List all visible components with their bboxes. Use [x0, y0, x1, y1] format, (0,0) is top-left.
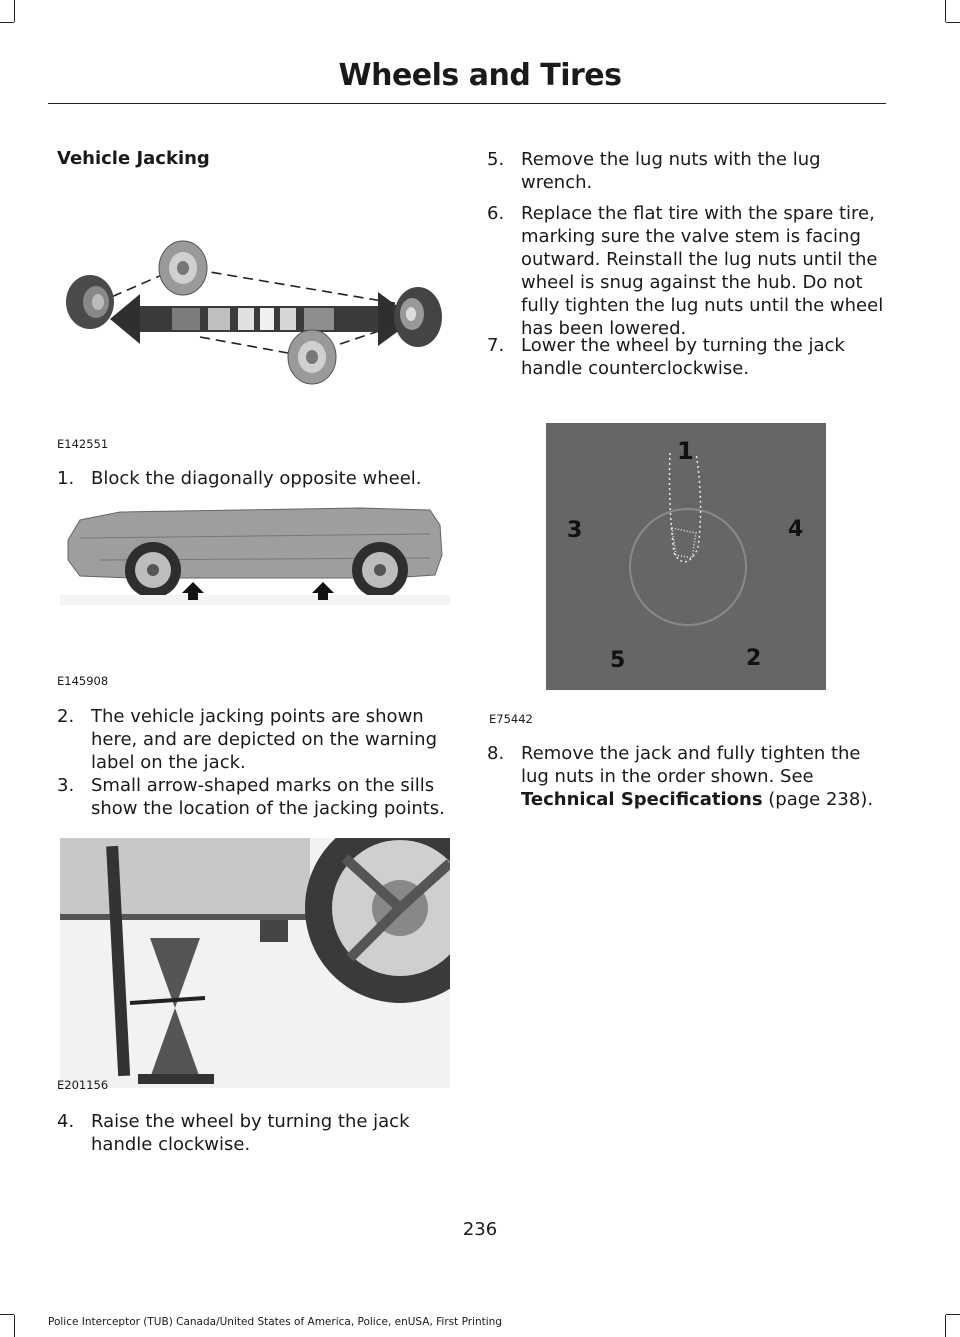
lug-label-3: 3 [567, 518, 583, 543]
page-number: 236 [462, 1219, 498, 1240]
step-7 [487, 334, 887, 380]
crop-mark [0, 1314, 14, 1315]
step-text-line: outward. Reinstall the lug nuts until the [521, 249, 878, 270]
step-number: 2. [57, 706, 75, 727]
figure-id: E145908 [57, 674, 109, 688]
page-title: Wheels and Tires [338, 58, 622, 93]
crop-mark [946, 1314, 960, 1315]
step-text-line: Lower the wheel by turning the jack [521, 335, 845, 356]
page-reference: (page 238). [762, 789, 874, 810]
crop-mark [946, 22, 960, 23]
crop-mark [14, 1315, 15, 1337]
figure-lug-nut-order [546, 423, 826, 690]
step-4 [57, 1110, 457, 1156]
step-text-line: label on the jack. [91, 752, 246, 773]
technical-specifications-link[interactable]: Technical Specifications [521, 789, 763, 810]
step-5 [487, 148, 887, 194]
step-text-line: Raise the wheel by turning the jack [91, 1111, 410, 1132]
step-text-line: wheel is snug against the hub. Do not [521, 272, 863, 293]
crop-mark [945, 1315, 946, 1337]
step-number: 4. [57, 1111, 75, 1132]
step-number: 3. [57, 775, 75, 796]
lug-label-4: 4 [788, 517, 804, 542]
step-text-line: Remove the lug nuts with the lug [521, 149, 821, 170]
lug-label-5: 5 [610, 648, 626, 673]
step-text-line [521, 788, 873, 811]
step-text-line: Replace the flat tire with the spare tire, [521, 203, 875, 224]
step-text-line: show the location of the jacking points. [91, 798, 445, 819]
step-text-line: The vehicle jacking points are shown [91, 706, 424, 727]
header-rule [48, 103, 886, 104]
step-8 [487, 742, 897, 812]
footer-text: Police Interceptor (TUB) Canada/United States of America, Police, enUSA, First Printing [48, 1316, 502, 1328]
crop-mark [945, 0, 946, 22]
step-6 [487, 202, 897, 340]
step-number: 8. [487, 743, 505, 764]
step-text-line: has been lowered. [521, 318, 687, 339]
diagonal-wheels-illustration [60, 232, 450, 392]
step-text: Block the diagonally opposite wheel. [91, 468, 422, 489]
figure-jack [60, 838, 450, 1088]
figure-id: E142551 [57, 437, 109, 451]
section-title: Vehicle Jacking [57, 148, 210, 169]
step-2 [57, 705, 457, 775]
step-text-line: handle clockwise. [91, 1134, 251, 1155]
lug-label-1: 1 [677, 437, 694, 465]
lug-label-2: 2 [746, 646, 762, 671]
step-number: 5. [487, 149, 505, 170]
figure-car-side [60, 500, 450, 605]
crop-mark [0, 22, 14, 23]
step-text-line: Remove the jack and fully tighten the [521, 743, 861, 764]
figure-id: E75442 [489, 712, 533, 726]
figure-id: E201156 [57, 1078, 109, 1092]
crop-mark [14, 0, 15, 22]
car-side-illustration [60, 500, 450, 605]
step-text-line: fully tighten the lug nuts until the wheel [521, 295, 884, 316]
step-number: 7. [487, 335, 505, 356]
figure-diagonal-wheels [60, 232, 450, 392]
step-1 [57, 467, 457, 491]
step-text-line: marking sure the valve stem is facing [521, 226, 861, 247]
step-text-line: wrench. [521, 172, 593, 193]
step-text-line: handle counterclockwise. [521, 358, 750, 379]
jack-illustration [60, 838, 450, 1088]
step-text-line: Small arrow-shaped marks on the sills [91, 775, 435, 796]
step-text-line: here, and are depicted on the warning [91, 729, 438, 750]
step-3 [57, 774, 457, 820]
step-number: 1. [57, 468, 75, 489]
step-number: 6. [487, 203, 505, 224]
step-text-line: lug nuts in the order shown. See [521, 766, 814, 787]
